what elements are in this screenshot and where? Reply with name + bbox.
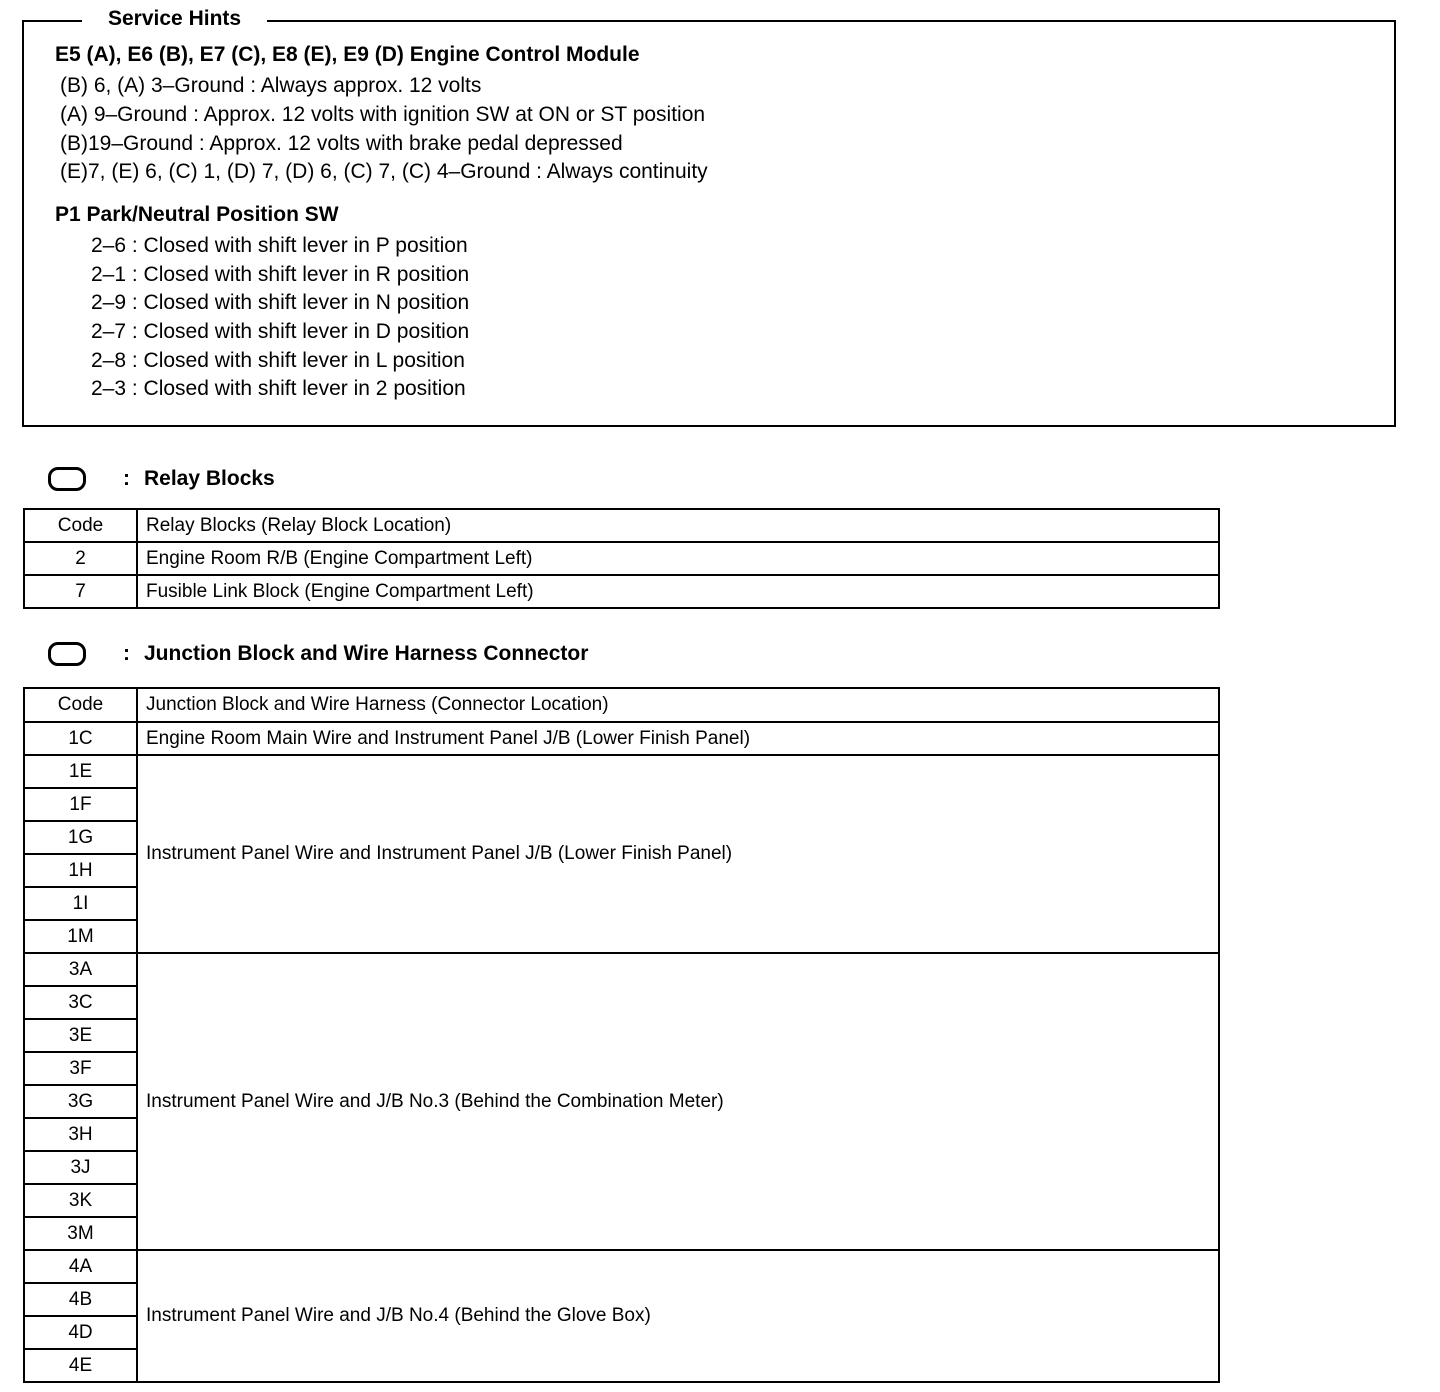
- rounded-rectangle-icon: [48, 467, 86, 491]
- p1-hint-line: 2–7 : Closed with shift lever in D position: [91, 320, 470, 343]
- connector-code: 3C: [24, 986, 137, 1019]
- relay-blocks-colon: :: [123, 467, 130, 490]
- connector-code: 4B: [24, 1283, 137, 1316]
- code-header: Code: [24, 509, 137, 542]
- connector-code: 1F: [24, 788, 137, 821]
- ecm-hint-line: (E)7, (E) 6, (C) 1, (D) 7, (D) 6, (C) 7, (C) 4–Ground : Always continuity: [60, 160, 708, 183]
- ecm-hint-line: (B) 6, (A) 3–Ground : Always approx. 12 volts: [60, 74, 482, 97]
- relay-blocks-heading: [48, 464, 275, 494]
- p1-heading: P1 Park/Neutral Position SW: [55, 203, 339, 226]
- connector-code: 3F: [24, 1052, 137, 1085]
- junction-block-table: [23, 687, 1220, 1383]
- connector-code: 1H: [24, 854, 137, 887]
- connector-location: Instrument Panel Wire and J/B No.3 (Behind the Combination Meter): [137, 953, 1219, 1250]
- junction-block-heading: [48, 639, 588, 669]
- p1-hint-line: 2–9 : Closed with shift lever in N position: [91, 291, 470, 314]
- ecm-hint-line: (B)19–Ground : Approx. 12 volts with brake pedal depressed: [60, 132, 623, 155]
- relay-code: 7: [24, 575, 137, 608]
- rounded-rectangle-icon: [48, 642, 86, 666]
- table-row: [24, 575, 1219, 608]
- connector-code: 3E: [24, 1019, 137, 1052]
- table-header-row: [24, 688, 1219, 722]
- connector-code: 4E: [24, 1349, 137, 1382]
- connector-code: 3J: [24, 1151, 137, 1184]
- p1-hint-line: 2–3 : Closed with shift lever in 2 position: [91, 377, 466, 400]
- p1-hint-line: 2–1 : Closed with shift lever in R position: [91, 263, 470, 286]
- connector-code: 1G: [24, 821, 137, 854]
- connector-code: 3A: [24, 953, 137, 986]
- ecm-heading: E5 (A), E6 (B), E7 (C), E8 (E), E9 (D) Engine Control Module: [55, 43, 640, 66]
- connector-code: 3G: [24, 1085, 137, 1118]
- connector-code: 1M: [24, 920, 137, 953]
- junction-block-title: Junction Block and Wire Harness Connector: [144, 642, 589, 665]
- connector-code: 1C: [24, 722, 137, 755]
- ecm-hint-line: (A) 9–Ground : Approx. 12 volts with ignition SW at ON or ST position: [60, 103, 706, 126]
- connector-code: 3H: [24, 1118, 137, 1151]
- relay-location: Engine Room R/B (Engine Compartment Left): [137, 542, 1219, 575]
- table-header-row: [24, 509, 1219, 542]
- relay-code: 2: [24, 542, 137, 575]
- connector-location: Instrument Panel Wire and J/B No.4 (Behind the Glove Box): [137, 1250, 1219, 1382]
- p1-hint-line: 2–6 : Closed with shift lever in P position: [91, 234, 468, 257]
- connector-location: Engine Room Main Wire and Instrument Panel J/B (Lower Finish Panel): [137, 722, 1219, 755]
- connector-code: 1I: [24, 887, 137, 920]
- p1-hint-line: 2–8 : Closed with shift lever in L position: [91, 349, 465, 372]
- connector-code: 3M: [24, 1217, 137, 1250]
- connector-code: 1E: [24, 755, 137, 788]
- location-header: Junction Block and Wire Harness (Connector Location): [137, 688, 1219, 722]
- table-row: [24, 755, 1219, 788]
- table-row: [24, 722, 1219, 755]
- connector-code: 4D: [24, 1316, 137, 1349]
- table-row: [24, 1250, 1219, 1283]
- service-hints-title: Service Hints: [82, 5, 267, 33]
- connector-code: 4A: [24, 1250, 137, 1283]
- location-header: Relay Blocks (Relay Block Location): [137, 509, 1219, 542]
- connector-code: 3K: [24, 1184, 137, 1217]
- relay-blocks-table: [23, 508, 1220, 609]
- table-row: [24, 542, 1219, 575]
- code-header: Code: [24, 688, 137, 722]
- connector-location: Instrument Panel Wire and Instrument Panel J/B (Lower Finish Panel): [137, 755, 1219, 953]
- junction-block-colon: :: [123, 642, 130, 665]
- relay-blocks-title: Relay Blocks: [144, 467, 275, 490]
- table-row: [24, 953, 1219, 986]
- relay-location: Fusible Link Block (Engine Compartment Left): [137, 575, 1219, 608]
